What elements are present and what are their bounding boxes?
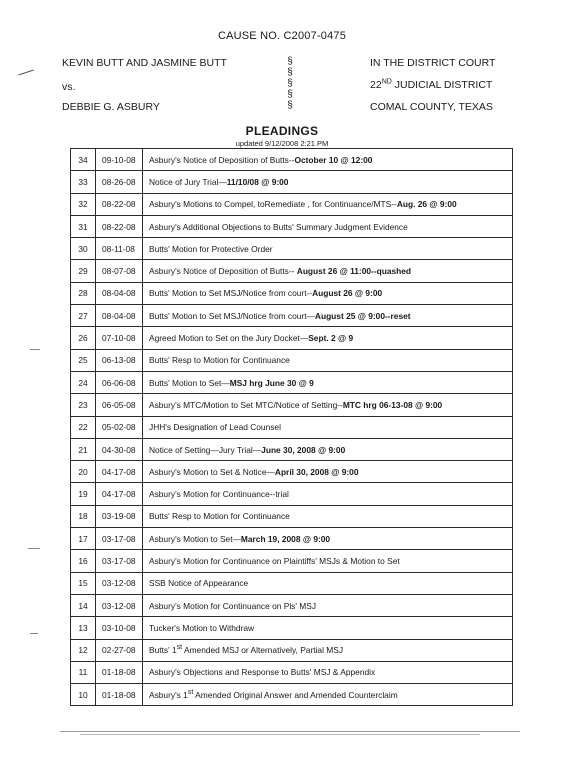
row-number: 33: [71, 171, 96, 193]
table-row: [71, 416, 513, 438]
table-row: [71, 617, 513, 639]
row-description: JHH's Designation of Lead Counsel: [143, 416, 513, 438]
row-date: 03-17-08: [96, 528, 143, 550]
row-date: 06-13-08: [96, 349, 143, 371]
row-date: 07-10-08: [96, 327, 143, 349]
scan-mark: [30, 633, 38, 634]
row-description: Tucker's Motion to Withdraw: [143, 617, 513, 639]
table-row: [71, 305, 513, 327]
court-name: IN THE DISTRICT COURT: [370, 57, 496, 69]
row-number: 24: [71, 371, 96, 393]
row-number: 12: [71, 639, 96, 661]
scan-mark: [18, 70, 34, 76]
row-number: 28: [71, 282, 96, 304]
row-description: Asbury's Motion for Continuance on Pls' MSJ: [143, 594, 513, 616]
row-description: Asbury's Notice of Deposition of Butts--October 10 @ 12:00: [143, 149, 513, 171]
table-row: [71, 260, 513, 282]
row-description: Butts' Resp to Motion for Continuance: [143, 349, 513, 371]
scan-edge-line: [60, 731, 520, 732]
row-date: 01-18-08: [96, 661, 143, 683]
row-date: 03-12-08: [96, 594, 143, 616]
row-number: 30: [71, 238, 96, 260]
table-row: [71, 594, 513, 616]
scan-edge-line: [80, 734, 480, 735]
row-description: Agreed Motion to Set on the Jury Docket—Sept. 2 @ 9: [143, 327, 513, 349]
row-date: 04-30-08: [96, 438, 143, 460]
row-date: 08-04-08: [96, 305, 143, 327]
pleadings-table: [70, 148, 513, 706]
row-description: Asbury's Objections and Response to Butts' MSJ & Appendix: [143, 661, 513, 683]
row-date: 01-18-08: [96, 684, 143, 706]
row-number: 17: [71, 528, 96, 550]
section-signs: § § § § §: [287, 56, 293, 111]
row-description: Butts' Motion to Set MSJ/Notice from court--August 26 @ 9:00: [143, 282, 513, 304]
row-date: 02-27-08: [96, 639, 143, 661]
row-description: Butts' Motion to Set—MSJ hrg June 30 @ 9: [143, 371, 513, 393]
row-number: 29: [71, 260, 96, 282]
table-row: [71, 550, 513, 572]
row-number: 27: [71, 305, 96, 327]
row-description: Asbury's Motion for Continuance--trial: [143, 483, 513, 505]
table-row: [71, 282, 513, 304]
row-number: 31: [71, 215, 96, 237]
row-number: 23: [71, 394, 96, 416]
table-row: [71, 215, 513, 237]
table-row: [71, 684, 513, 706]
row-number: 19: [71, 483, 96, 505]
row-date: 08-22-08: [96, 193, 143, 215]
row-number: 13: [71, 617, 96, 639]
table-row: [71, 528, 513, 550]
row-date: 06-05-08: [96, 394, 143, 416]
plaintiffs: KEVIN BUTT AND JASMINE BUTT: [62, 57, 227, 69]
updated-timestamp: updated 9/12/2008 2:21 PM: [235, 139, 329, 148]
row-date: 03-12-08: [96, 572, 143, 594]
row-description: Asbury's Motion to Set—March 19, 2008 @ 9:00: [143, 528, 513, 550]
row-number: 11: [71, 661, 96, 683]
row-date: 08-11-08: [96, 238, 143, 260]
row-date: 03-17-08: [96, 550, 143, 572]
row-number: 14: [71, 594, 96, 616]
table-row: [71, 171, 513, 193]
table-row: [71, 149, 513, 171]
scan-mark: [28, 548, 40, 549]
row-description: Asbury's Notice of Deposition of Butts-- August 26 @ 11:00--quashed: [143, 260, 513, 282]
row-date: 03-10-08: [96, 617, 143, 639]
table-row: [71, 639, 513, 661]
row-number: 18: [71, 505, 96, 527]
table-row: [71, 505, 513, 527]
row-description: Asbury's Additional Objections to Butts' Summary Judgment Evidence: [143, 215, 513, 237]
row-date: 05-02-08: [96, 416, 143, 438]
judicial-district: 22ND JUDICIAL DISTRICT: [370, 78, 493, 91]
defendant: DEBBIE G. ASBURY: [62, 101, 160, 113]
cause-number: CAUSE NO. C2007-0475: [217, 30, 347, 42]
row-description: Asbury's Motion to Set & Notice—April 30, 2008 @ 9:00: [143, 461, 513, 483]
row-description: SSB Notice of Appearance: [143, 572, 513, 594]
page-title: PLEADINGS: [245, 124, 319, 138]
versus: vs.: [62, 81, 76, 93]
row-number: 22: [71, 416, 96, 438]
scan-mark: [30, 349, 40, 350]
row-number: 21: [71, 438, 96, 460]
row-description: Asbury's Motions to Compel, toRemediate , for Continuance/MTS--Aug. 26 @ 9:00: [143, 193, 513, 215]
row-number: 15: [71, 572, 96, 594]
row-number: 32: [71, 193, 96, 215]
table-row: [71, 193, 513, 215]
row-date: 06-06-08: [96, 371, 143, 393]
row-date: 04-17-08: [96, 483, 143, 505]
row-number: 16: [71, 550, 96, 572]
row-number: 20: [71, 461, 96, 483]
row-number: 10: [71, 684, 96, 706]
row-number: 34: [71, 149, 96, 171]
row-date: 04-17-08: [96, 461, 143, 483]
row-description: Asbury's MTC/Motion to Set MTC/Notice of Setting--MTC hrg 06-13-08 @ 9:00: [143, 394, 513, 416]
row-description: Butts' 1st Amended MSJ or Alternatively, Partial MSJ: [143, 639, 513, 661]
table-row: [71, 394, 513, 416]
table-row: [71, 327, 513, 349]
row-date: 08-04-08: [96, 282, 143, 304]
row-number: 26: [71, 327, 96, 349]
table-row: [71, 238, 513, 260]
row-date: 08-26-08: [96, 171, 143, 193]
table-row: [71, 661, 513, 683]
table-row: [71, 572, 513, 594]
row-date: 08-22-08: [96, 215, 143, 237]
row-description: Asbury's 1st Amended Original Answer and Amended Counterclaim: [143, 684, 513, 706]
row-description: Butts' Motion to Set MSJ/Notice from court—August 25 @ 9:00--reset: [143, 305, 513, 327]
row-date: 09-10-08: [96, 149, 143, 171]
table-row: [71, 483, 513, 505]
row-number: 25: [71, 349, 96, 371]
row-description: Butts' Motion for Protective Order: [143, 238, 513, 260]
table-row: [71, 371, 513, 393]
row-description: Asbury's Motion for Continuance on Plaintiffs' MSJs & Motion to Set: [143, 550, 513, 572]
table-row: [71, 349, 513, 371]
row-date: 08-07-08: [96, 260, 143, 282]
county: COMAL COUNTY, TEXAS: [370, 101, 493, 113]
row-description: Butts' Resp to Motion for Continuance: [143, 505, 513, 527]
table-row: [71, 438, 513, 460]
row-description: Notice of Jury Trial—11/10/08 @ 9:00: [143, 171, 513, 193]
table-row: [71, 461, 513, 483]
row-date: 03-19-08: [96, 505, 143, 527]
row-description: Notice of Setting—Jury Trial—June 30, 2008 @ 9:00: [143, 438, 513, 460]
